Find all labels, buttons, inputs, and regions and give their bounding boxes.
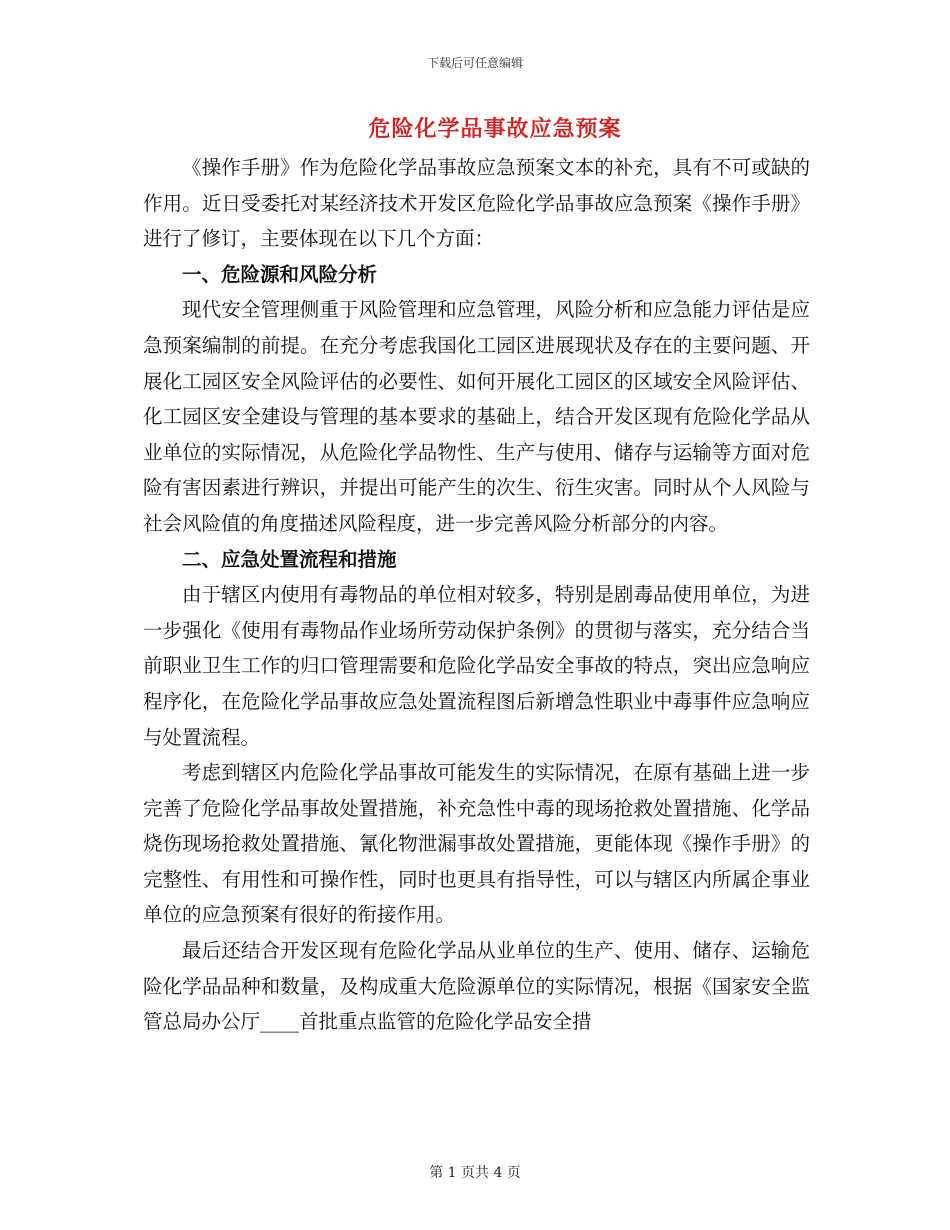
section-heading-emergency-procedures: 二、应急处置流程和措施 [182, 547, 397, 571]
page-number-footer: 第 1 页共 4 页 [429, 1165, 521, 1181]
closing-paragraph: 最后还结合开发区现有危险化学品从业单位的生产、使用、储存、运输危险化学品品种和数量，及构成重大危险源单位的实际情况，根据《国家安全监管总局办公厅____首批重点监管的危险化学品安全措 [143, 939, 810, 1034]
intro-paragraph: 《操作手册》作为危险化学品事故应急预案文本的补充，具有不可或缺的作用。近日受委托对某经济技术开发区危险化学品事故应急预案《操作手册》进行了修订，主要体现在以下几个方面： [143, 156, 810, 251]
emergency-procedures-paragraph: 由于辖区内使用有毒物品的单位相对较多，特别是剧毒品使用单位，为进一步强化《使用有毒物品作业场所劳动保护条例》的贯彻与落实，充分结合当前职业卫生工作的归口管理需要和危险化学品安全事故的特点，突出应急响应程序化，在危险化学品事故应急处置流程图后新增急性职业中毒事件应急响应与处置流程。 [143, 583, 810, 749]
document-body [143, 150, 810, 1040]
header-note: 下载后可任意编辑 [426, 56, 523, 70]
risk-analysis-paragraph: 现代安全管理侧重于风险管理和应急管理，风险分析和应急能力评估是应急预案编制的前提。在充分考虑我国化工园区进展现状及存在的主要问题、开展化工园区安全风险评估的必要性、如何开展化工园区的区域安全风险评估、化工园区安全建设与管理的基本要求的基础上，结合开发区现有危险化学品从业单位的实际情况，从危险化学品物性、生产与使用、储存与运输等方面对危险有害因素进行辨识，并提出可能产生的次生、衍生灾害。同时从个人风险与社会风险值的角度描述风险程度，进一步完善风险分析部分的内容。 [143, 298, 810, 535]
document-title: 危险化学品事故应急预案 [368, 116, 622, 142]
section-heading-risk-analysis: 一、危险源和风险分析 [182, 262, 378, 286]
treatment-measures-paragraph: 考虑到辖区内危险化学品事故可能发生的实际情况，在原有基础上进一步完善了危险化学品事故处置措施，补充急性中毒的现场抢救处置措施、化学品烧伤现场抢救处置措施、氰化物泄漏事故处置措施，更能体现《操作手册》的完整性、有用性和可操作性，同时也更具有指导性，可以与辖区内所属企事业单位的应急预案有很好的衔接作用。 [143, 761, 810, 927]
